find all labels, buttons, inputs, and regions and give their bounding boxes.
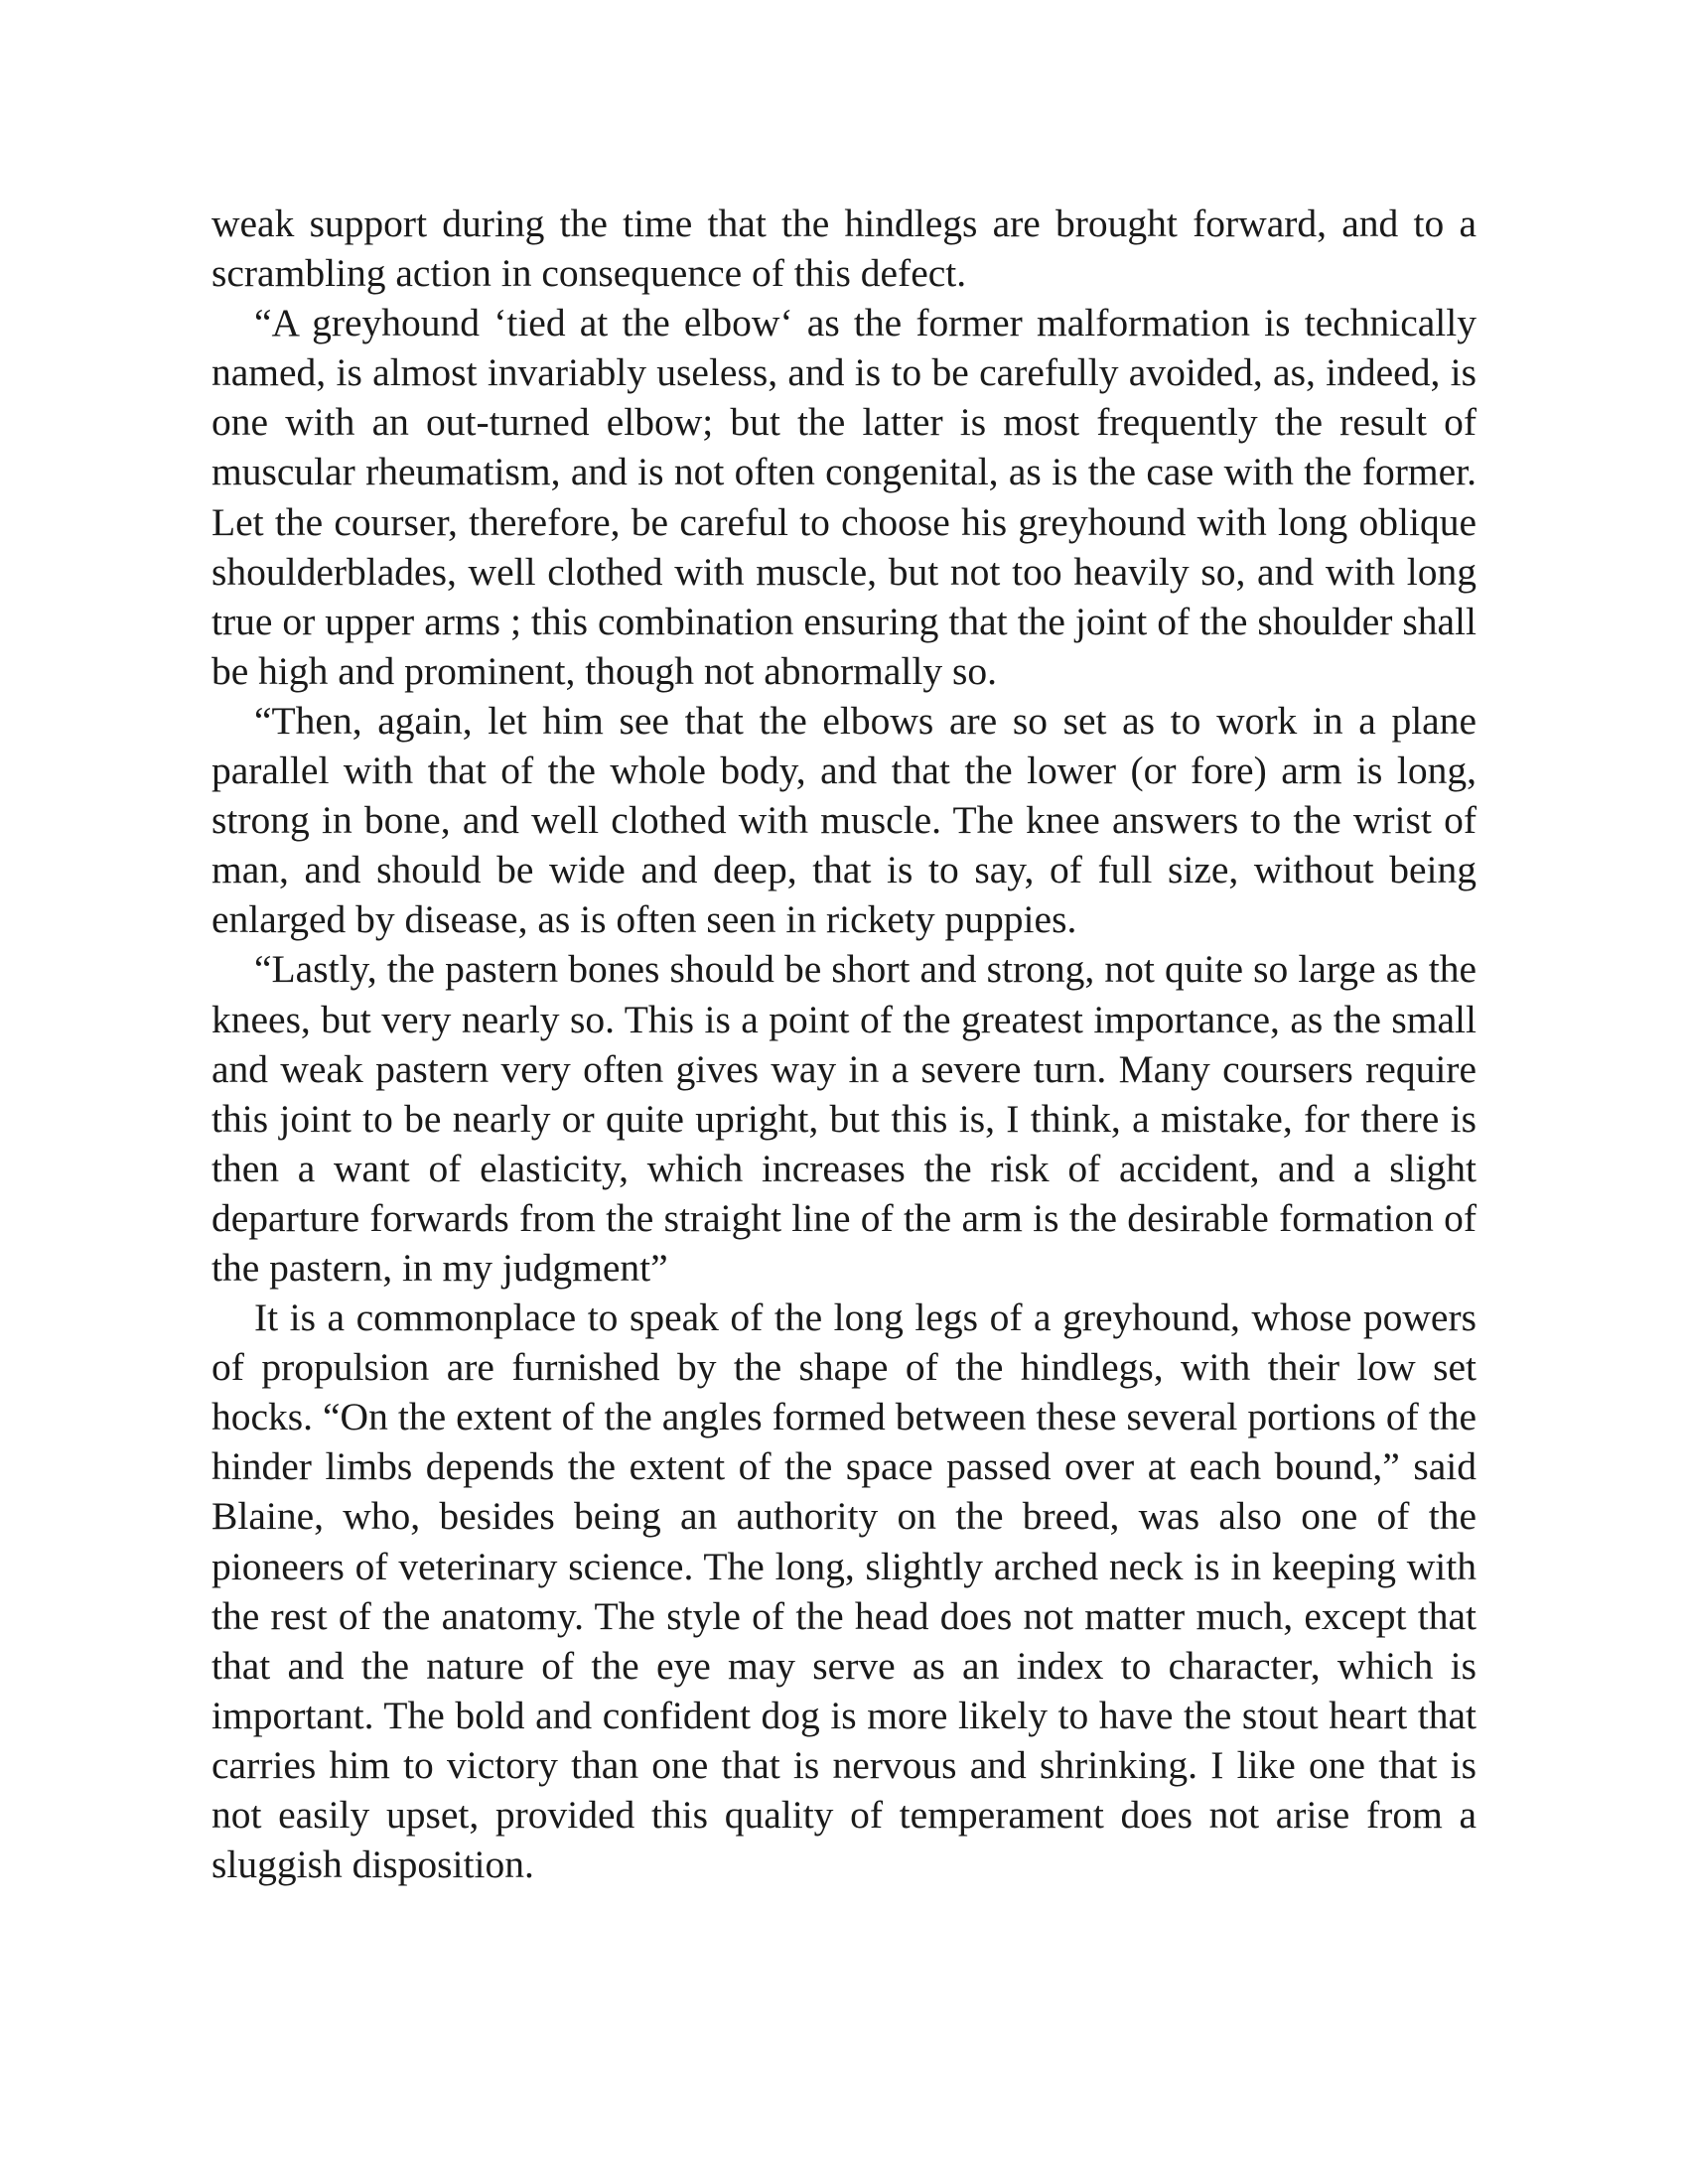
paragraph-forearm: “Then, again, let him see that the elbows are so set as to work in a plane parallel with that of the whole body, and that the lower (or fore) arm is long, strong in bone, and well clothed with muscle. The knee answers to the wrist of man, and should be wide and deep, that is to say, of full size, without being enlarged by disease, as is often seen in rickety puppies. [211,698,1477,942]
paragraph-elbow: “A greyhound ‘tied at the elbow‘ as the former malformation is technically named, is almost invariably useless, and is to be carefully avoided, as, indeed, is one with an out-turned elbow; but the latter is most frequently the result of muscular rheumatism, and is not often congenital, as is the case with the former. Let the courser, therefore, be careful to choose his greyhound with long oblique shoulderblades, well clothed with muscle, but not too heavily so, and with long true or upper arms ; this combination ensuring that the joint of the shoulder shall be high and prominent, though not abnormally so. [211,301,1477,693]
paragraph-continuation: weak support during the time that the hindlegs are brought forward, and to a scrambling action in consequence of this defect. [211,202,1477,296]
page-body [211,199,1477,1889]
paragraph-pastern: “Lastly, the pastern bones should be short and strong, not quite so large as the knees, but very nearly so. This is a point of the greatest importance, as the small and weak pastern very often gives way in a severe turn. Many coursers require this joint to be nearly or quite upright, but this is, I think, a mistake, for there is then a want of elasticity, which increases the risk of accident, and a slight departure forwards from the straight line of the arm is the desirable formation of the pastern, in my judgment” [211,947,1477,1290]
paragraph-hindlegs: It is a commonplace to speak of the long legs of a greyhound, whose powers of propulsion are furnished by the shape of the hindlegs, with their low set hocks. “On the extent of the angles formed between these several portions of the hinder limbs depends the extent of the space passed over at each bound,” said Blaine, who, besides being an authority on the breed, was also one of the pioneers of veterinary science. The long, slightly arched neck is in keeping with the rest of the anatomy. The style of the head does not matter much, except that that and the nature of the eye may serve as an index to character, which is important. The bold and confident dog is more likely to have the stout heart that carries him to victory than one that is nervous and shrinking. I like one that is not easily upset, provided this quality of temperament does not arise from a sluggish disposition. [211,1296,1477,1887]
